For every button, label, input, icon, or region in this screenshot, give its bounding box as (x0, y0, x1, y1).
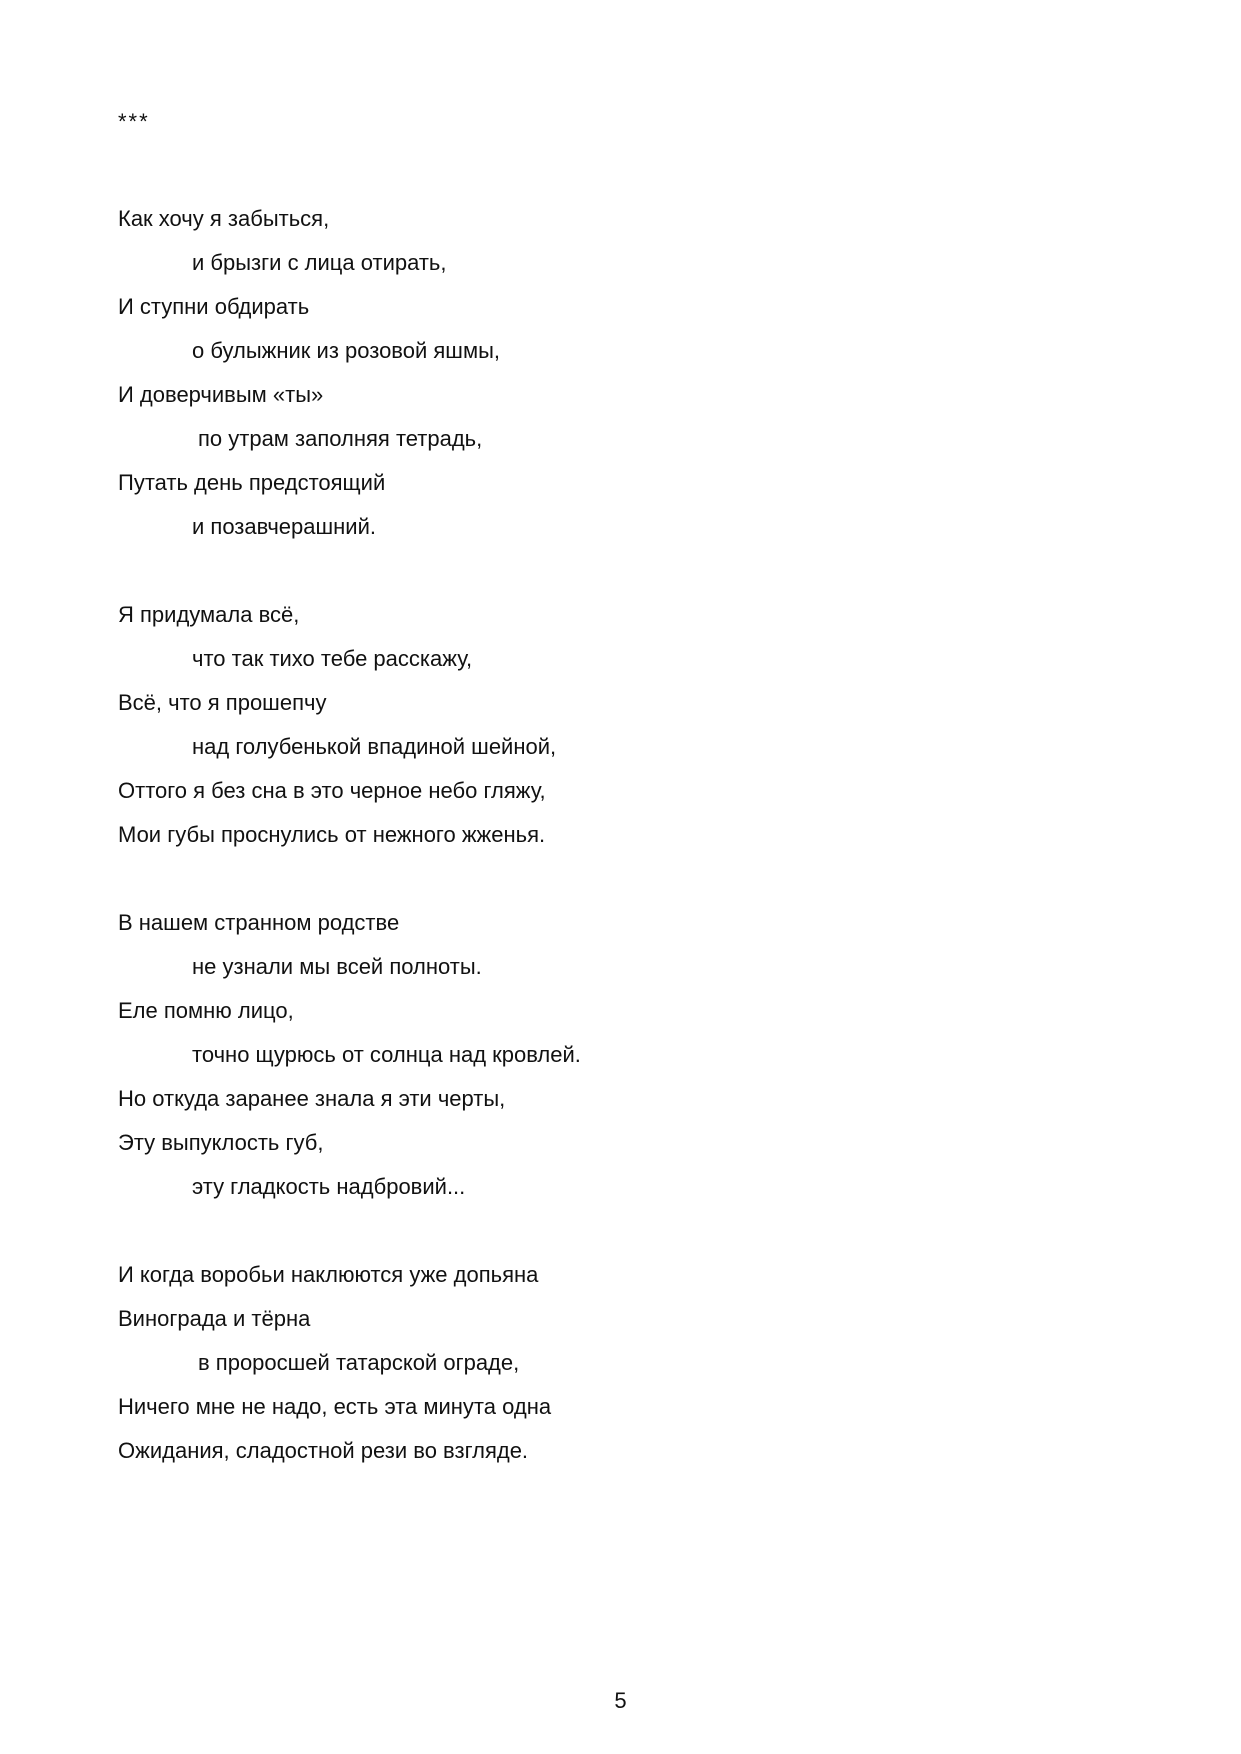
poem-line: точно щурюсь от солнца над кровлей. (192, 1042, 581, 1067)
poem-line: Но откуда заранее знала я эти черты, (118, 1086, 506, 1111)
section-separator: *** (118, 109, 150, 134)
poem-line: и брызги с лица отирать, (192, 250, 447, 275)
poem-line: и позавчерашний. (192, 514, 376, 539)
poem-line: по утрам заполняя тетрадь, (198, 426, 483, 451)
poem-line: над голубенькой впадиной шейной, (192, 734, 557, 759)
poem-line: Винограда и тёрна (118, 1306, 311, 1331)
poem-line: Путать день предстоящий (118, 470, 386, 495)
stanza-gap (118, 1209, 1118, 1253)
poem-line: Еле помню лицо, (118, 998, 294, 1023)
poem-line: Мои губы проснулись от нежного жженья. (118, 822, 546, 847)
poem-line: не узнали мы всей полноты. (192, 954, 482, 979)
stanza (118, 197, 1118, 549)
poem-line: И ступни обдирать (118, 294, 310, 319)
poem-line: эту гладкость надбровий... (192, 1174, 466, 1199)
poem-line: Я придумала всё, (118, 602, 300, 627)
poem-line: Всё, что я прошепчу (118, 690, 327, 715)
poem-line: В нашем странном родстве (118, 910, 400, 935)
poem-line: в проросшей татарской ограде, (198, 1350, 520, 1375)
stanza (118, 593, 1118, 857)
poem-line: И когда воробьи наклюются уже допьяна (118, 1262, 539, 1287)
poem-body (118, 197, 1118, 1473)
poem-line: Оттого я без сна в это черное небо гляжу, (118, 778, 546, 803)
poem-line: что так тихо тебе расскажу, (192, 646, 473, 671)
stanza (118, 901, 1118, 1209)
stanza-gap (118, 857, 1118, 901)
poem-line: Ничего мне не надо, есть эта минута одна (118, 1394, 552, 1419)
poem-line: Как хочу я забыться, (118, 206, 330, 231)
stanza-gap (118, 549, 1118, 593)
stanza (118, 1253, 1118, 1473)
poem-line: И доверчивым «ты» (118, 382, 324, 407)
poem-line: о булыжник из розовой яшмы, (192, 338, 500, 363)
poem-line: Ожидания, сладостной рези во взгляде. (118, 1438, 529, 1463)
page-number: 5 (614, 1688, 627, 1713)
poem-line: Эту выпуклость губ, (118, 1130, 324, 1155)
